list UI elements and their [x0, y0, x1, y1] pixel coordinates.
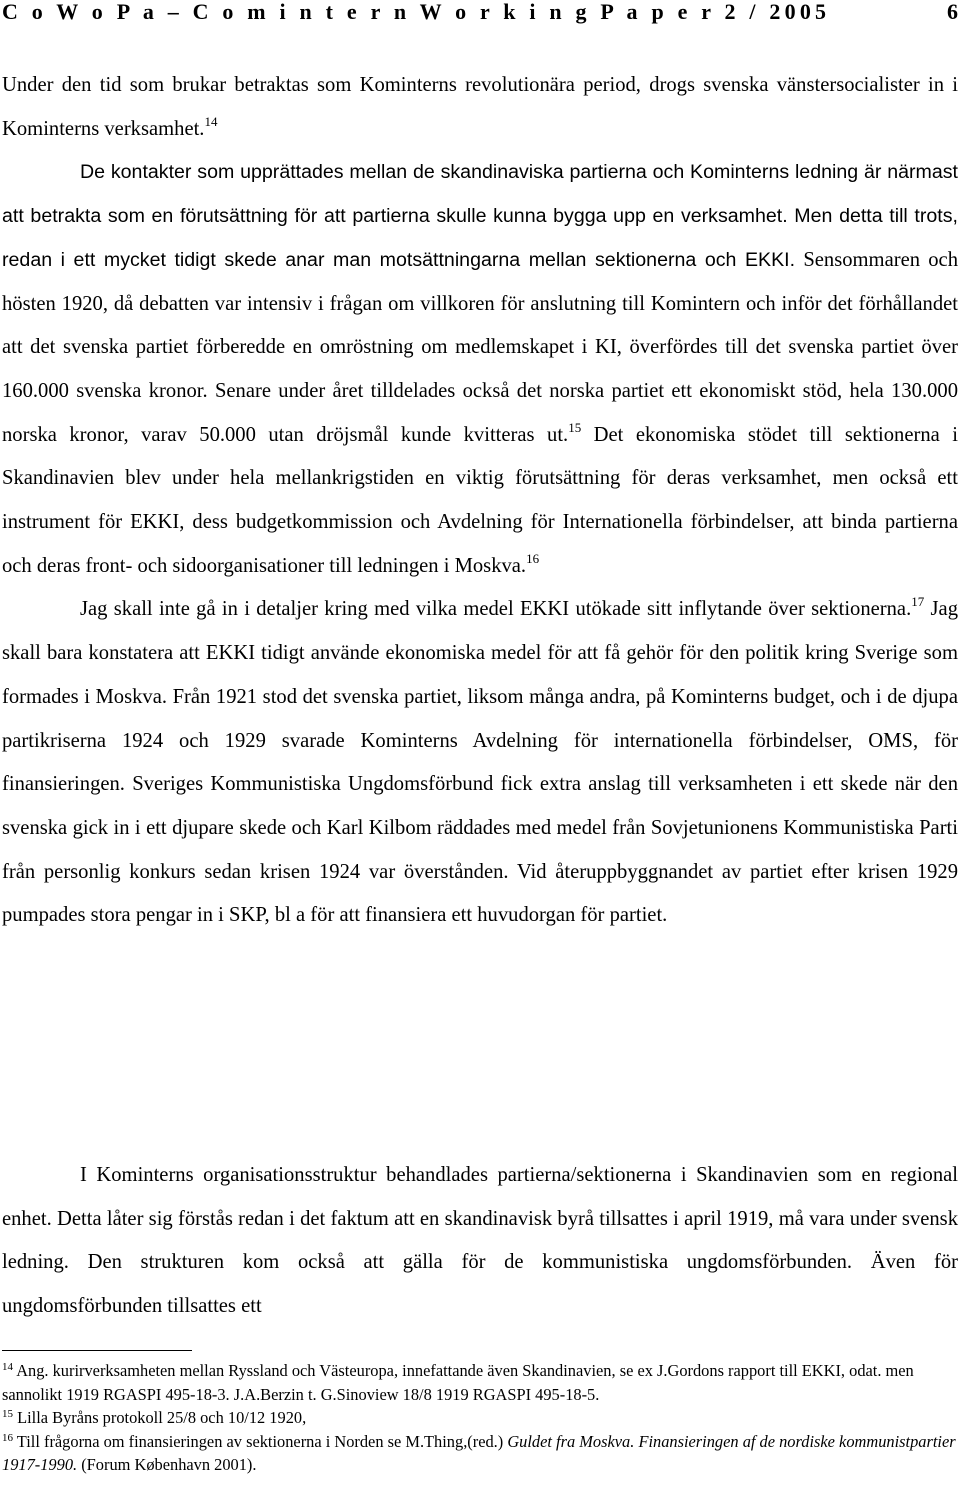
- footnote-16: [2, 1430, 958, 1477]
- header-title: C o W o P a – C o m i n t e r n W o r k i n g P a p e r 2 / 2005: [2, 0, 831, 24]
- paragraph-1: [2, 64, 958, 151]
- footnote-16-title: Guldet fra Moskva. Finansieringen af de nordiske kommunistpartier 1917-1990.: [2, 1431, 956, 1475]
- running-header: [0, 0, 960, 28]
- footnote-ref-17[interactable]: 17: [911, 594, 925, 610]
- footnote-16-text-cont: (Forum København 2001).: [77, 1455, 257, 1475]
- footnote-ref-15[interactable]: 15: [568, 419, 582, 435]
- paragraph-2-sans-text: De kontakter som upprättades mellan de skandinaviska partierna och Kominterns ledning är närmast att betrakta som en förutsättning för att partierna skulle kunna bygga upp en verksamhet. Men detta till trots, redan i ett mycket tidigt skede anar man motsättningarna mellan sektionerna och EKKI.: [2, 161, 958, 271]
- paragraph-2-text: Sensommaren och hösten 1920, då debatten var intensiv i frågan om villkoren för anslutning till Komintern och inför det förhållandet att det svenska partiet förberedde en omröstning om medlemskapet i KI, överfördes till det svenska partiet över 160.000 svenska kronor. Senare under året tilldelades också det norska partiet ett ekonomiskt stöd, hela 130.000 norska kronor, varav 50.000 utan dröjsmål kunde kvitteras ut.: [2, 248, 958, 446]
- footnote-number-14: 14: [2, 1361, 13, 1373]
- footnote-14: [2, 1359, 958, 1406]
- footnote-14-text: Ang. kurirverksamheten mellan Ryssland och Västeuropa, innefattande även Skandinavien, se ex J.Gordons rapport till EKKI, odat. men sannolikt 1919 RGASPI 495-18-3. J.A.Berzin t. G.Sinoview 18/8 1919 RGASPI 495-18-5.: [2, 1361, 914, 1404]
- footnotes: [2, 1359, 958, 1477]
- footnote-ref-16[interactable]: 16: [526, 550, 540, 566]
- footnote-15: [2, 1406, 958, 1430]
- page-number: 6: [947, 0, 958, 24]
- paragraph-2-text-cont: Det ekonomiska stödet till sektionerna i Skandinavien blev under hela mellankrigstiden en viktig förutsättning för deras verksamhet, men också ett instrument för EKKI, dess budgetkommission och Avdelning för Internationella förbindelser, att binda partierna och deras front- och sidoorganisationer till ledningen i Moskva.: [2, 423, 958, 577]
- paragraph-1-text: Under den tid som brukar betraktas som Kominterns revolutionära period, drogs svenska vänstersocialister in i Kominterns verksamhet.: [2, 74, 958, 140]
- paragraph-4: I Kominterns organisationsstruktur behandlades partierna/sektionerna i Skandinavien som en regional enhet. Detta låter sig förstås redan i det faktum att en skandinavisk byrå tillsattes i april 1919, må vara under svensk ledning. Den strukturen kom också att gälla för de kommunistiska ungdomsförbunden. Även för ungdomsförbunden tillsattes ett: [2, 1164, 958, 1318]
- footnote-separator: [2, 1350, 192, 1351]
- footnote-15-text: Lilla Byråns protokoll 25/8 och 10/12 1920,: [13, 1408, 307, 1428]
- paragraph-3-text-cont: Jag skall bara konstatera att EKKI tidigt använde ekonomiska medel för att få gehör för den politik kring Sverige som formades i Moskva. Från 1921 stod det svenska partiet, liksom många andra, på Kominterns budget, och i de djupa partikriserna 1924 och 1929 svarade Kominterns Avdelning för internationella förbindelser, OMS, för finansieringen. Sveriges Kommunistiska Ungdomsförbund fick extra anslag till verksamheten i ett skede när den svenska gick in i ett djupare skede och Karl Kilbom räddades med medel från Sovjetunionens Kommunistiska Parti från personlig konkurs sedan krisen 1924 var överstånden. Vid återuppbyggnandet av partiet efter krisen 1929 pumpades stora pengar in i SKP, bl a för att finansiera ett huvudorgan för partiet.: [2, 598, 958, 927]
- main-text-block-1: [2, 64, 958, 938]
- footnote-ref-14[interactable]: 14: [204, 113, 218, 129]
- paragraph-2: [2, 151, 958, 588]
- main-text-block-2: [2, 1154, 958, 1329]
- paragraph-3: [2, 588, 958, 938]
- footnote-number-15: 15: [2, 1408, 13, 1421]
- footnote-16-text: Till frågorna om finansieringen av sektionerna i Norden se M.Thing,(red.): [13, 1431, 508, 1451]
- footnote-number-16: 16: [2, 1431, 13, 1444]
- paragraph-3-text: Jag skall inte gå in i detaljer kring med vilka medel EKKI utökade sitt inflytande över sektionerna.: [80, 598, 912, 621]
